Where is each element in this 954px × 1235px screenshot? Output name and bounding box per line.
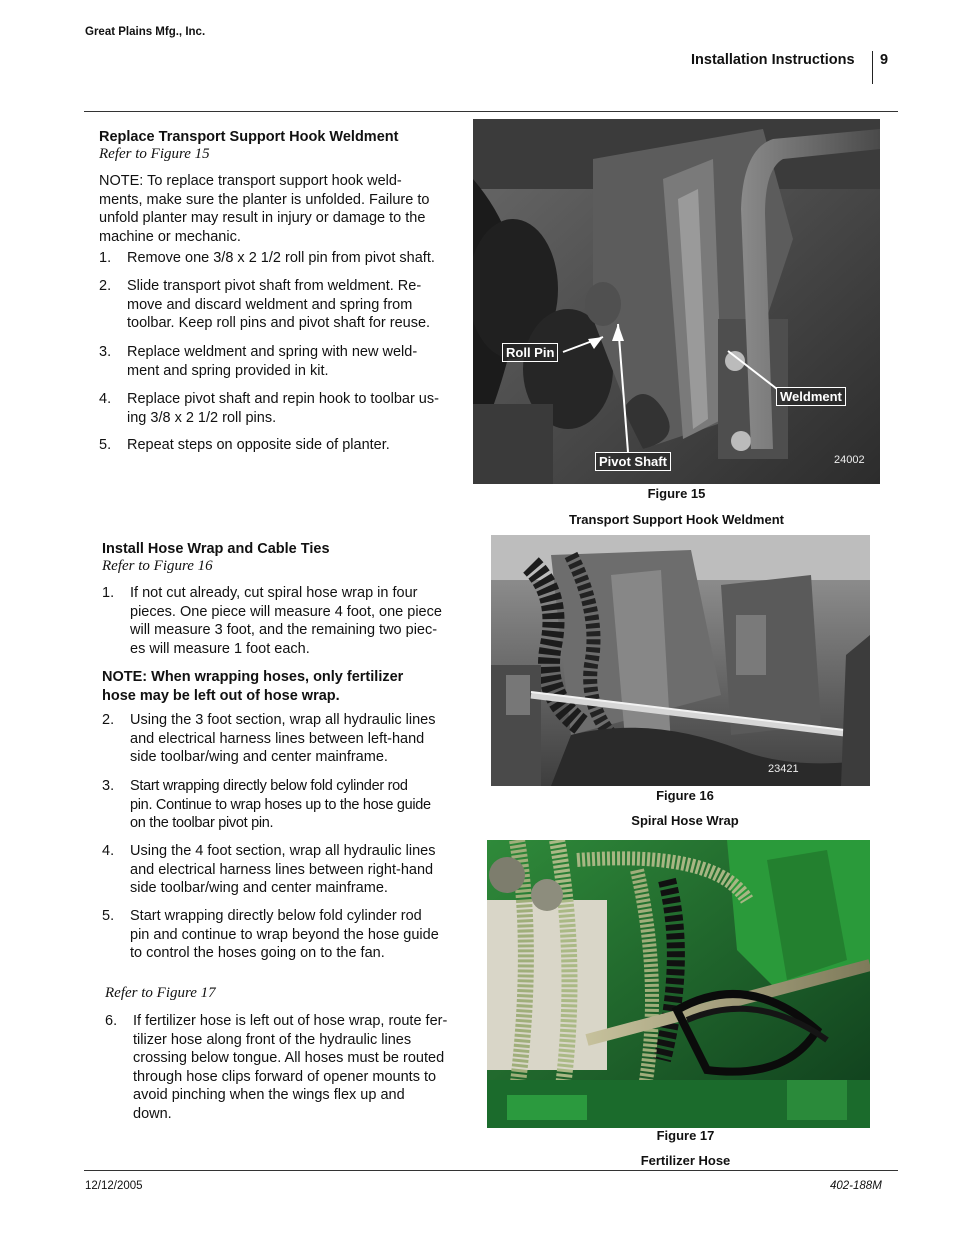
section2-refer: Refer to Figure 16 [102,558,213,574]
footer-doc-number: 402-188M [830,1180,882,1192]
company-name: Great Plains Mfg., Inc. [85,26,206,38]
header-rule [84,111,898,112]
figure15-photo-id: 24002 [834,454,865,466]
figure16-title: Spiral Hose Wrap [631,813,739,828]
header-title: Installation Instructions [691,52,855,68]
figure17-title: Fertilizer Hose [640,1153,731,1168]
figure16-illustration [491,535,870,786]
figure17-label: Figure 17 [656,1128,715,1143]
section2-refer2: Refer to Figure 17 [105,985,216,1001]
section1-refer: Refer to Figure 15 [99,146,210,162]
figure15-label: Figure 15 [647,486,706,501]
figure17-photo [487,840,870,1128]
callout-pivot-shaft: Pivot Shaft [595,452,671,471]
page-number: 9 [880,52,889,68]
header-divider [872,51,873,84]
figure16-photo [491,535,870,786]
callout-weldment: Weldment [776,387,846,406]
figure15-title: Transport Support Hook Weldment [569,512,784,527]
figure17-illustration [487,840,870,1128]
footer-date: 12/12/2005 [85,1180,143,1192]
callout-roll-pin: Roll Pin [502,343,558,362]
section1-title: Replace Transport Support Hook Weldment [99,129,399,145]
section2-note: NOTE: When wrapping hoses, only fertilizer hose may be left out of hose wrap. [102,669,404,704]
figure15-illustration [473,119,880,484]
figure15-photo [473,119,880,484]
figure16-label: Figure 16 [656,788,714,803]
section2-title: Install Hose Wrap and Cable Ties [102,541,330,557]
footer-rule [84,1170,898,1171]
figure16-photo-id: 23421 [768,763,799,775]
section1-note: NOTE: To replace transport support hook weld- ments, make sure the planter is unfolded. Failure to unfold planter may result in injury or damage to the machine or mechanic. [99,173,430,245]
